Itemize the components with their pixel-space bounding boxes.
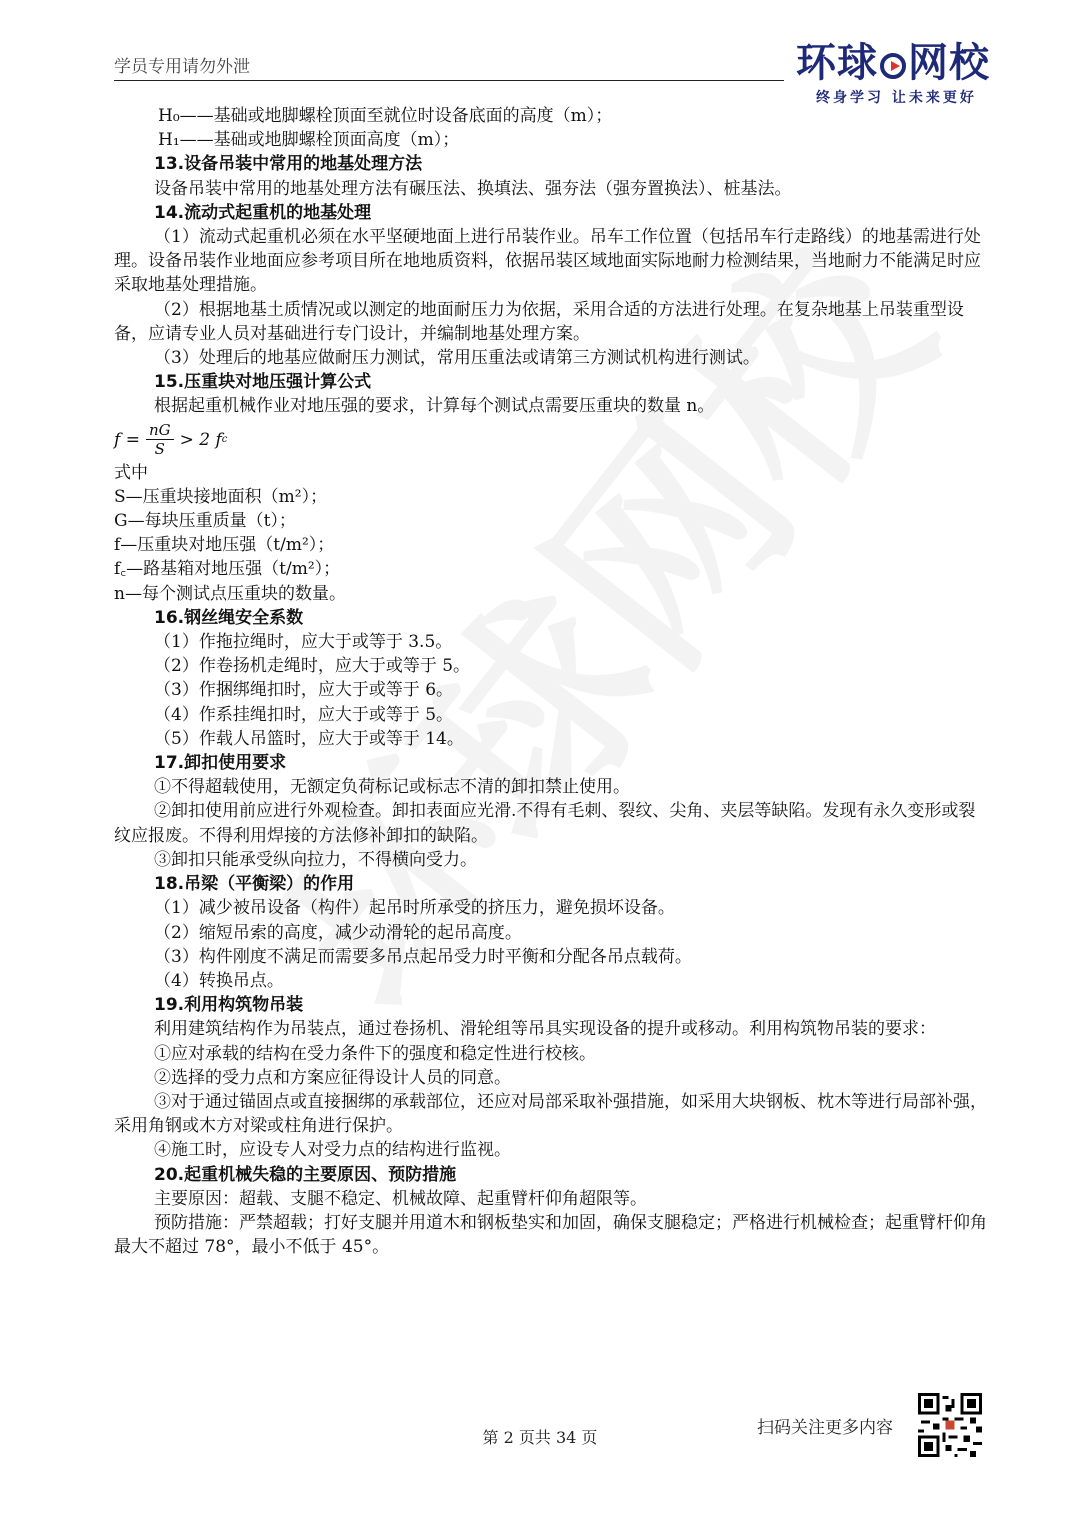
section-heading: 18.吊梁（平衡梁）的作用 (154, 874, 355, 895)
list-item: ①应对承载的结构在受力条件下的强度和稳定性进行校核。 (154, 1043, 596, 1064)
variable-line: S—压重块接地面积（m²）； (114, 486, 328, 507)
variable-line: G—每块压重质量（t）； (114, 511, 296, 532)
paragraph: 预防措施：严禁超载；打好支腿并用道木和钢板垫实和加固，确保支腿稳定；严格进行机械检查；起重臂杆仰角最大不超过 78°，最小不低于 45°。 (114, 1212, 987, 1258)
formula-right: > 2 f (179, 429, 222, 450)
header-notice: 学员专用请勿外泄 (114, 57, 250, 77)
list-item: （3）构件刚度不满足而需要多吊点起吊受力时平衡和分配各吊点载荷。 (154, 946, 692, 967)
brand-logo (796, 40, 996, 112)
list-item: ②选择的受力点和方案应征得设计人员的同意。 (154, 1067, 511, 1088)
paragraph: 根据起重机械作业对地压强的要求，计算每个测试点需要压重块的数量 n。 (154, 396, 715, 417)
list-item: ②卸扣使用前应进行外观检查。卸扣表面应光滑.不得有毛刺、裂纹、尖角、夹层等缺陷。发现有永久变形或裂纹应报废。不得利用焊接的方法修补卸扣的缺陷。 (114, 801, 976, 846)
list-item: ①不得超载使用，无额定负荷标记或标志不清的卸扣禁止使用。 (154, 777, 630, 798)
variable-line: f꜀—路基箱对地压强（t/m²）； (114, 559, 341, 580)
section-heading: 14.流动式起重机的地基处理 (154, 202, 372, 223)
list-item: ③卸扣只能承受纵向拉力，不得横向受力。 (154, 849, 477, 870)
list-item: （5）作载人吊篮时，应大于或等于 14。 (154, 728, 464, 749)
section-heading: 13.设备吊装中常用的地基处理方法 (154, 154, 423, 175)
play-icon (880, 53, 906, 79)
list-item: （3）作捆绑绳扣时，应大于或等于 6。 (154, 680, 454, 701)
logo-wordmark: 环球 网校 (796, 40, 990, 86)
document-body (114, 104, 990, 1259)
paragraph: （1）流动式起重机必须在水平坚硬地面上进行吊装作业。吊车工作位置（包括吊车行走路线）的地基需进行处理。设备吊装作业地面应参考项目所在地地质资料，依据吊装区域地面实际地耐力检测结果，当地耐力不能满足时应采取地基处理措施。 (114, 227, 981, 296)
header-divider (114, 80, 784, 81)
definition-line: H₁——基础或地脚螺栓顶面高度（m）； (158, 130, 460, 151)
list-item: ④施工时，应设专人对受力点的结构进行监视。 (154, 1140, 511, 1161)
formula-denominator: S (154, 440, 165, 459)
logo-slogan: 终身学习 让未来更好 (816, 90, 977, 106)
section-heading: 16.钢丝绳安全系数 (154, 607, 304, 628)
formula-fraction (146, 421, 174, 458)
list-item: （2）作卷扬机走绳时，应大于或等于 5。 (154, 656, 471, 677)
paragraph: 设备吊装中常用的地基处理方法有碾压法、换填法、强夯法（强夯置换法）、桩基法。 (154, 178, 792, 199)
definition-line: H₀——基础或地脚螺栓顶面至就位时设备底面的高度（m）； (158, 106, 613, 126)
section-heading: 20.起重机械失稳的主要原因、预防措施 (154, 1164, 457, 1185)
list-item: （2）缩短吊索的高度，减少动滑轮的起吊高度。 (154, 922, 522, 943)
section-heading: 19.利用构筑物吊装 (154, 995, 304, 1016)
pressure-formula (114, 419, 990, 461)
paragraph: （3）处理后的地基应做耐压力测试，常用压重法或请第三方测试机构进行测试。 (154, 348, 760, 369)
paragraph: 式中 (114, 462, 148, 483)
list-item: （1）作拖拉绳时，应大于或等于 3.5。 (154, 632, 453, 653)
list-item: （4）转换吊点。 (154, 970, 284, 991)
formula-numerator: nG (146, 421, 174, 440)
variable-line: n—每个测试点压重块的数量。 (114, 583, 346, 604)
list-item: （1）减少被吊设备（构件）起吊时所承受的挤压力，避免损坏设备。 (154, 898, 675, 919)
variable-line: f—压重块对地压强（t/m²）； (114, 535, 335, 556)
formula-left: f = (114, 429, 140, 450)
scan-prompt: 扫码关注更多内容 (757, 1418, 893, 1438)
section-heading: 15.压重块对地压强计算公式 (154, 372, 372, 393)
page-number: 第 2 页共 34 页 (482, 1428, 598, 1447)
list-item: ③对于通过锚固点或直接捆绑的承载部位，还应对局部采取补强措施，如采用大块钢板、枕木等进行局部补强，采用角钢或木方对梁或柱角进行保护。 (114, 1091, 987, 1137)
paragraph: （2）根据地基土质情况或以测定的地面耐压力为依据，采用合适的方法进行处理。在复杂地基上吊装重型设备，应请专业人员对基础进行专门设计，并编制地基处理方案。 (114, 299, 964, 344)
list-item: （4）作系挂绳扣时，应大于或等于 5。 (154, 704, 454, 725)
formula-subscript: c (221, 433, 228, 445)
paragraph: 主要原因：超载、支腿不稳定、机械故障、起重臂杆仰角超限等。 (154, 1188, 647, 1209)
section-heading: 17.卸扣使用要求 (154, 753, 287, 774)
paragraph: 利用建筑结构作为吊装点，通过卷扬机、滑轮组等吊具实现设备的提升或移动。利用构筑物吊装的要求： (154, 1019, 936, 1040)
